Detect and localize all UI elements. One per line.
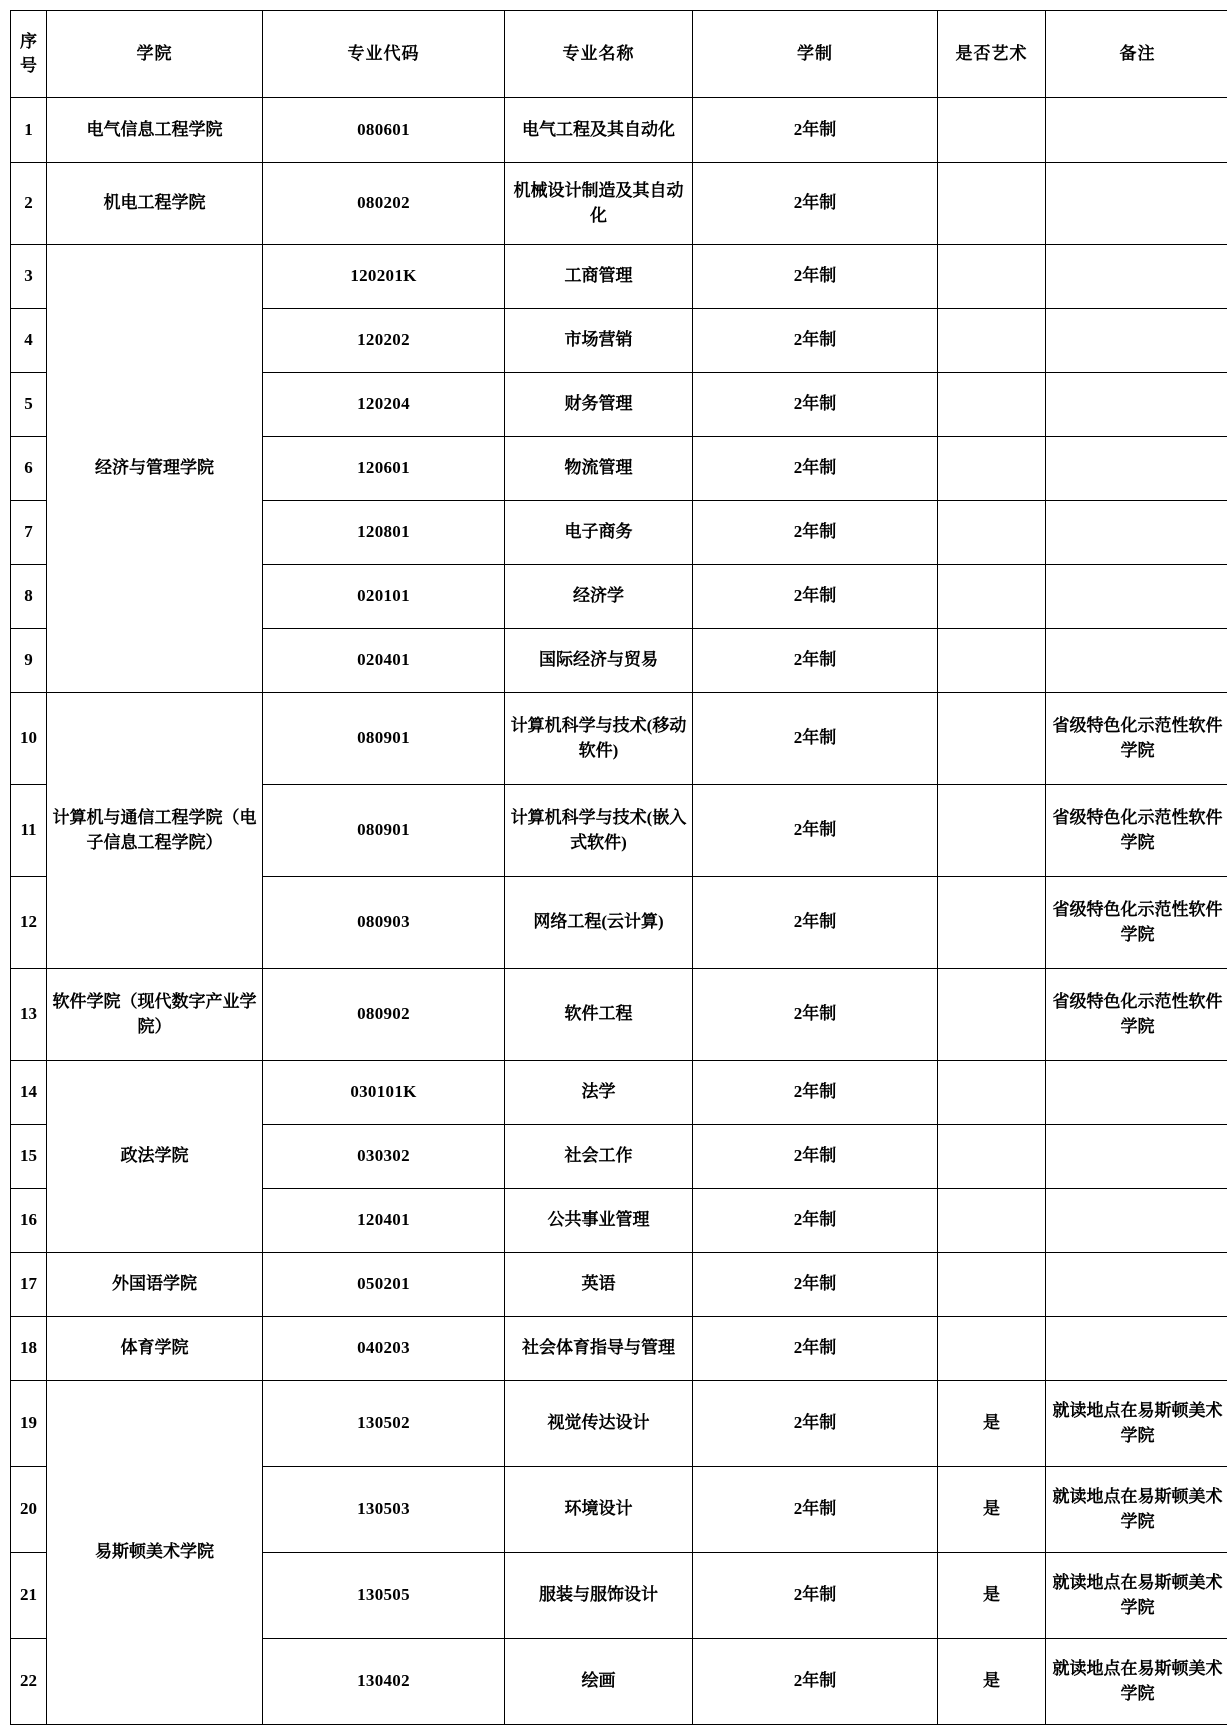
cell-school: 计算机与通信工程学院（电子信息工程学院） xyxy=(47,693,263,969)
cell-study-length: 2年制 xyxy=(693,1639,938,1725)
cell-index: 15 xyxy=(11,1125,47,1189)
cell-school: 经济与管理学院 xyxy=(47,245,263,693)
cell-remark xyxy=(1046,1317,1227,1381)
cell-major-name: 社会工作 xyxy=(505,1125,693,1189)
cell-index: 21 xyxy=(11,1553,47,1639)
cell-is-art xyxy=(938,629,1046,693)
cell-major-name: 机械设计制造及其自动化 xyxy=(505,163,693,245)
column-header-remark: 备注 xyxy=(1046,11,1227,98)
cell-major-name: 公共事业管理 xyxy=(505,1189,693,1253)
majors-table xyxy=(10,10,1227,1725)
column-header-school: 学院 xyxy=(47,11,263,98)
cell-index: 18 xyxy=(11,1317,47,1381)
table-header-row xyxy=(11,11,1227,98)
cell-major-code: 080903 xyxy=(263,877,505,969)
cell-major-name: 视觉传达设计 xyxy=(505,1381,693,1467)
cell-major-name: 电气工程及其自动化 xyxy=(505,98,693,163)
cell-remark: 就读地点在易斯顿美术学院 xyxy=(1046,1467,1227,1553)
cell-study-length: 2年制 xyxy=(693,1467,938,1553)
cell-is-art: 是 xyxy=(938,1553,1046,1639)
cell-major-code: 120401 xyxy=(263,1189,505,1253)
cell-index: 3 xyxy=(11,245,47,309)
cell-remark xyxy=(1046,629,1227,693)
column-header-name: 专业名称 xyxy=(505,11,693,98)
cell-major-name: 经济学 xyxy=(505,565,693,629)
cell-index: 22 xyxy=(11,1639,47,1725)
cell-major-code: 020101 xyxy=(263,565,505,629)
cell-is-art xyxy=(938,1253,1046,1317)
cell-study-length: 2年制 xyxy=(693,1317,938,1381)
cell-major-name: 社会体育指导与管理 xyxy=(505,1317,693,1381)
cell-index: 1 xyxy=(11,98,47,163)
cell-is-art xyxy=(938,1125,1046,1189)
cell-is-art xyxy=(938,785,1046,877)
cell-major-code: 030302 xyxy=(263,1125,505,1189)
cell-major-code: 130505 xyxy=(263,1553,505,1639)
cell-study-length: 2年制 xyxy=(693,877,938,969)
column-header-index xyxy=(11,11,47,98)
cell-remark xyxy=(1046,1125,1227,1189)
cell-major-name: 软件工程 xyxy=(505,969,693,1061)
table-body xyxy=(11,98,1227,1725)
cell-school: 体育学院 xyxy=(47,1317,263,1381)
cell-study-length: 2年制 xyxy=(693,437,938,501)
cell-is-art xyxy=(938,98,1046,163)
table-row xyxy=(11,1381,1227,1467)
cell-is-art: 是 xyxy=(938,1639,1046,1725)
cell-is-art xyxy=(938,309,1046,373)
cell-remark: 省级特色化示范性软件学院 xyxy=(1046,785,1227,877)
cell-remark: 省级特色化示范性软件学院 xyxy=(1046,877,1227,969)
cell-is-art xyxy=(938,437,1046,501)
cell-major-code: 080601 xyxy=(263,98,505,163)
cell-major-code: 120202 xyxy=(263,309,505,373)
cell-study-length: 2年制 xyxy=(693,629,938,693)
cell-major-name: 法学 xyxy=(505,1061,693,1125)
cell-major-code: 030101K xyxy=(263,1061,505,1125)
cell-study-length: 2年制 xyxy=(693,565,938,629)
cell-is-art xyxy=(938,1317,1046,1381)
cell-major-name: 环境设计 xyxy=(505,1467,693,1553)
cell-study-length: 2年制 xyxy=(693,693,938,785)
cell-major-code: 080902 xyxy=(263,969,505,1061)
cell-major-code: 130502 xyxy=(263,1381,505,1467)
cell-remark xyxy=(1046,1189,1227,1253)
cell-major-code: 120601 xyxy=(263,437,505,501)
cell-remark xyxy=(1046,1253,1227,1317)
cell-index: 4 xyxy=(11,309,47,373)
cell-study-length: 2年制 xyxy=(693,1553,938,1639)
cell-index: 7 xyxy=(11,501,47,565)
cell-is-art xyxy=(938,1061,1046,1125)
cell-index: 8 xyxy=(11,565,47,629)
cell-major-code: 040203 xyxy=(263,1317,505,1381)
table-row xyxy=(11,98,1227,163)
cell-index: 12 xyxy=(11,877,47,969)
cell-major-name: 国际经济与贸易 xyxy=(505,629,693,693)
cell-major-code: 130402 xyxy=(263,1639,505,1725)
cell-remark: 就读地点在易斯顿美术学院 xyxy=(1046,1639,1227,1725)
cell-index: 2 xyxy=(11,163,47,245)
cell-major-code: 050201 xyxy=(263,1253,505,1317)
table-row xyxy=(11,1253,1227,1317)
cell-major-name: 英语 xyxy=(505,1253,693,1317)
cell-is-art xyxy=(938,969,1046,1061)
cell-study-length: 2年制 xyxy=(693,245,938,309)
cell-remark xyxy=(1046,437,1227,501)
cell-major-code: 080901 xyxy=(263,785,505,877)
table-row xyxy=(11,245,1227,309)
cell-major-code: 130503 xyxy=(263,1467,505,1553)
cell-school: 易斯顿美术学院 xyxy=(47,1381,263,1725)
cell-study-length: 2年制 xyxy=(693,1125,938,1189)
cell-index: 11 xyxy=(11,785,47,877)
cell-remark xyxy=(1046,163,1227,245)
table-header xyxy=(11,11,1227,98)
cell-major-name: 物流管理 xyxy=(505,437,693,501)
cell-school: 外国语学院 xyxy=(47,1253,263,1317)
column-header-art: 是否艺术 xyxy=(938,11,1046,98)
cell-major-code: 120204 xyxy=(263,373,505,437)
cell-is-art xyxy=(938,373,1046,437)
cell-index: 9 xyxy=(11,629,47,693)
cell-school: 政法学院 xyxy=(47,1061,263,1253)
cell-index: 16 xyxy=(11,1189,47,1253)
cell-study-length: 2年制 xyxy=(693,1381,938,1467)
cell-remark xyxy=(1046,98,1227,163)
cell-index: 5 xyxy=(11,373,47,437)
cell-study-length: 2年制 xyxy=(693,969,938,1061)
cell-major-name: 电子商务 xyxy=(505,501,693,565)
cell-major-code: 020401 xyxy=(263,629,505,693)
cell-study-length: 2年制 xyxy=(693,373,938,437)
cell-index: 10 xyxy=(11,693,47,785)
cell-is-art xyxy=(938,501,1046,565)
column-header-index-char-1: 序 xyxy=(15,30,42,54)
table-row xyxy=(11,1061,1227,1125)
cell-remark xyxy=(1046,1061,1227,1125)
cell-major-code: 120801 xyxy=(263,501,505,565)
cell-index: 20 xyxy=(11,1467,47,1553)
cell-major-name: 市场营销 xyxy=(505,309,693,373)
column-header-code: 专业代码 xyxy=(263,11,505,98)
cell-index: 14 xyxy=(11,1061,47,1125)
cell-index: 17 xyxy=(11,1253,47,1317)
cell-is-art xyxy=(938,163,1046,245)
table-row xyxy=(11,969,1227,1061)
cell-school: 机电工程学院 xyxy=(47,163,263,245)
cell-remark xyxy=(1046,565,1227,629)
cell-study-length: 2年制 xyxy=(693,98,938,163)
cell-major-name: 网络工程(云计算) xyxy=(505,877,693,969)
cell-major-name: 计算机科学与技术(嵌入式软件) xyxy=(505,785,693,877)
cell-index: 19 xyxy=(11,1381,47,1467)
cell-is-art xyxy=(938,245,1046,309)
cell-study-length: 2年制 xyxy=(693,1061,938,1125)
cell-is-art: 是 xyxy=(938,1381,1046,1467)
cell-school: 软件学院（现代数字产业学院） xyxy=(47,969,263,1061)
cell-study-length: 2年制 xyxy=(693,1253,938,1317)
column-header-length: 学制 xyxy=(693,11,938,98)
cell-is-art xyxy=(938,1189,1046,1253)
cell-index: 6 xyxy=(11,437,47,501)
cell-remark: 省级特色化示范性软件学院 xyxy=(1046,969,1227,1061)
cell-study-length: 2年制 xyxy=(693,1189,938,1253)
cell-major-code: 080202 xyxy=(263,163,505,245)
cell-major-name: 绘画 xyxy=(505,1639,693,1725)
cell-major-name: 财务管理 xyxy=(505,373,693,437)
cell-is-art xyxy=(938,877,1046,969)
table-row xyxy=(11,163,1227,245)
cell-major-code: 120201K xyxy=(263,245,505,309)
cell-remark: 就读地点在易斯顿美术学院 xyxy=(1046,1381,1227,1467)
table-row xyxy=(11,693,1227,785)
cell-study-length: 2年制 xyxy=(693,785,938,877)
cell-major-name: 服装与服饰设计 xyxy=(505,1553,693,1639)
cell-major-code: 080901 xyxy=(263,693,505,785)
table-row xyxy=(11,1317,1227,1381)
cell-is-art xyxy=(938,565,1046,629)
cell-remark xyxy=(1046,501,1227,565)
cell-remark xyxy=(1046,373,1227,437)
cell-study-length: 2年制 xyxy=(693,163,938,245)
cell-school: 电气信息工程学院 xyxy=(47,98,263,163)
column-header-index-char-2: 号 xyxy=(15,54,42,78)
cell-remark xyxy=(1046,309,1227,373)
cell-remark: 省级特色化示范性软件学院 xyxy=(1046,693,1227,785)
cell-major-name: 工商管理 xyxy=(505,245,693,309)
cell-index: 13 xyxy=(11,969,47,1061)
cell-is-art xyxy=(938,693,1046,785)
cell-remark xyxy=(1046,245,1227,309)
cell-major-name: 计算机科学与技术(移动软件) xyxy=(505,693,693,785)
cell-remark: 就读地点在易斯顿美术学院 xyxy=(1046,1553,1227,1639)
cell-study-length: 2年制 xyxy=(693,309,938,373)
cell-study-length: 2年制 xyxy=(693,501,938,565)
cell-is-art: 是 xyxy=(938,1467,1046,1553)
